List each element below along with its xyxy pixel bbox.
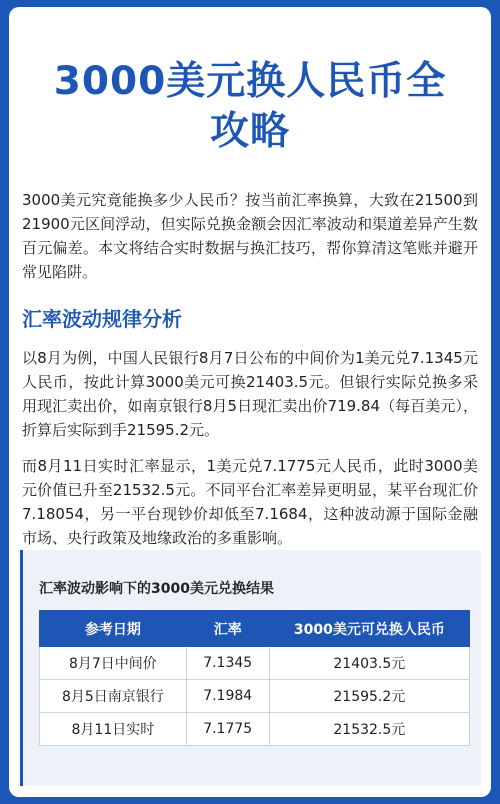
- table-header-row: [40, 611, 470, 647]
- cell-date: 8月11日实时: [40, 713, 187, 746]
- table-row: [40, 680, 470, 713]
- intro-paragraph: 3000美元究竟能换多少人民币？按当前汇率换算，大致在21500到21900元区间浮动，但实际兑换金额会因汇率波动和渠道差异产生数百元偏差。本文将结合实时数据与换汇技巧，帮你算清这笔账并避开常见陷阱。: [22, 191, 478, 281]
- cell-date: 8月5日南京银行: [40, 680, 187, 713]
- cell-rate: 7.1984: [186, 680, 269, 713]
- cell-amount: 21403.5元: [269, 647, 469, 680]
- table-caption: 汇率波动影响下的3000美元兑换结果: [39, 581, 274, 597]
- header-rate: 汇率: [186, 611, 269, 647]
- exchange-table: [39, 610, 470, 746]
- section-title: 汇率波动规律分析: [22, 307, 182, 331]
- cell-rate: 7.1345: [186, 647, 269, 680]
- body-paragraph-2: 而8月11日实时汇率显示，1美元兑7.1775元人民币，此时3000美元价值已升至21532.5元。不同平台汇率差异更明显，某平台现汇价7.18054，另一平台现钞价却低至7.1684，这种波动源于国际金融市场、央行政策及地缘政治的多重影响。: [22, 457, 478, 547]
- header-date: 参考日期: [40, 611, 187, 647]
- table-row: [40, 647, 470, 680]
- cell-amount: 21532.5元: [269, 713, 469, 746]
- exchange-table-box: [20, 550, 481, 786]
- cell-rate: 7.1775: [186, 713, 269, 746]
- page-title-line-1: 3000美元换人民币全: [53, 59, 447, 104]
- cell-date: 8月7日中间价: [40, 647, 187, 680]
- header-amount: 3000美元可兑换人民币: [269, 611, 469, 647]
- body-paragraph-1: 以8月为例，中国人民银行8月7日公布的中间价为1美元兑7.1345元人民币，按此计算3000美元可换21403.5元。但银行实际兑换多采用现汇卖出价，如南京银行8月5日现汇卖出价719.84（每百美元），折算后实际到手21595.2元。: [22, 349, 478, 439]
- cell-amount: 21595.2元: [269, 680, 469, 713]
- page-title-line-2: 攻略: [209, 109, 290, 154]
- table-row: [40, 713, 470, 746]
- page-title: [9, 7, 491, 157]
